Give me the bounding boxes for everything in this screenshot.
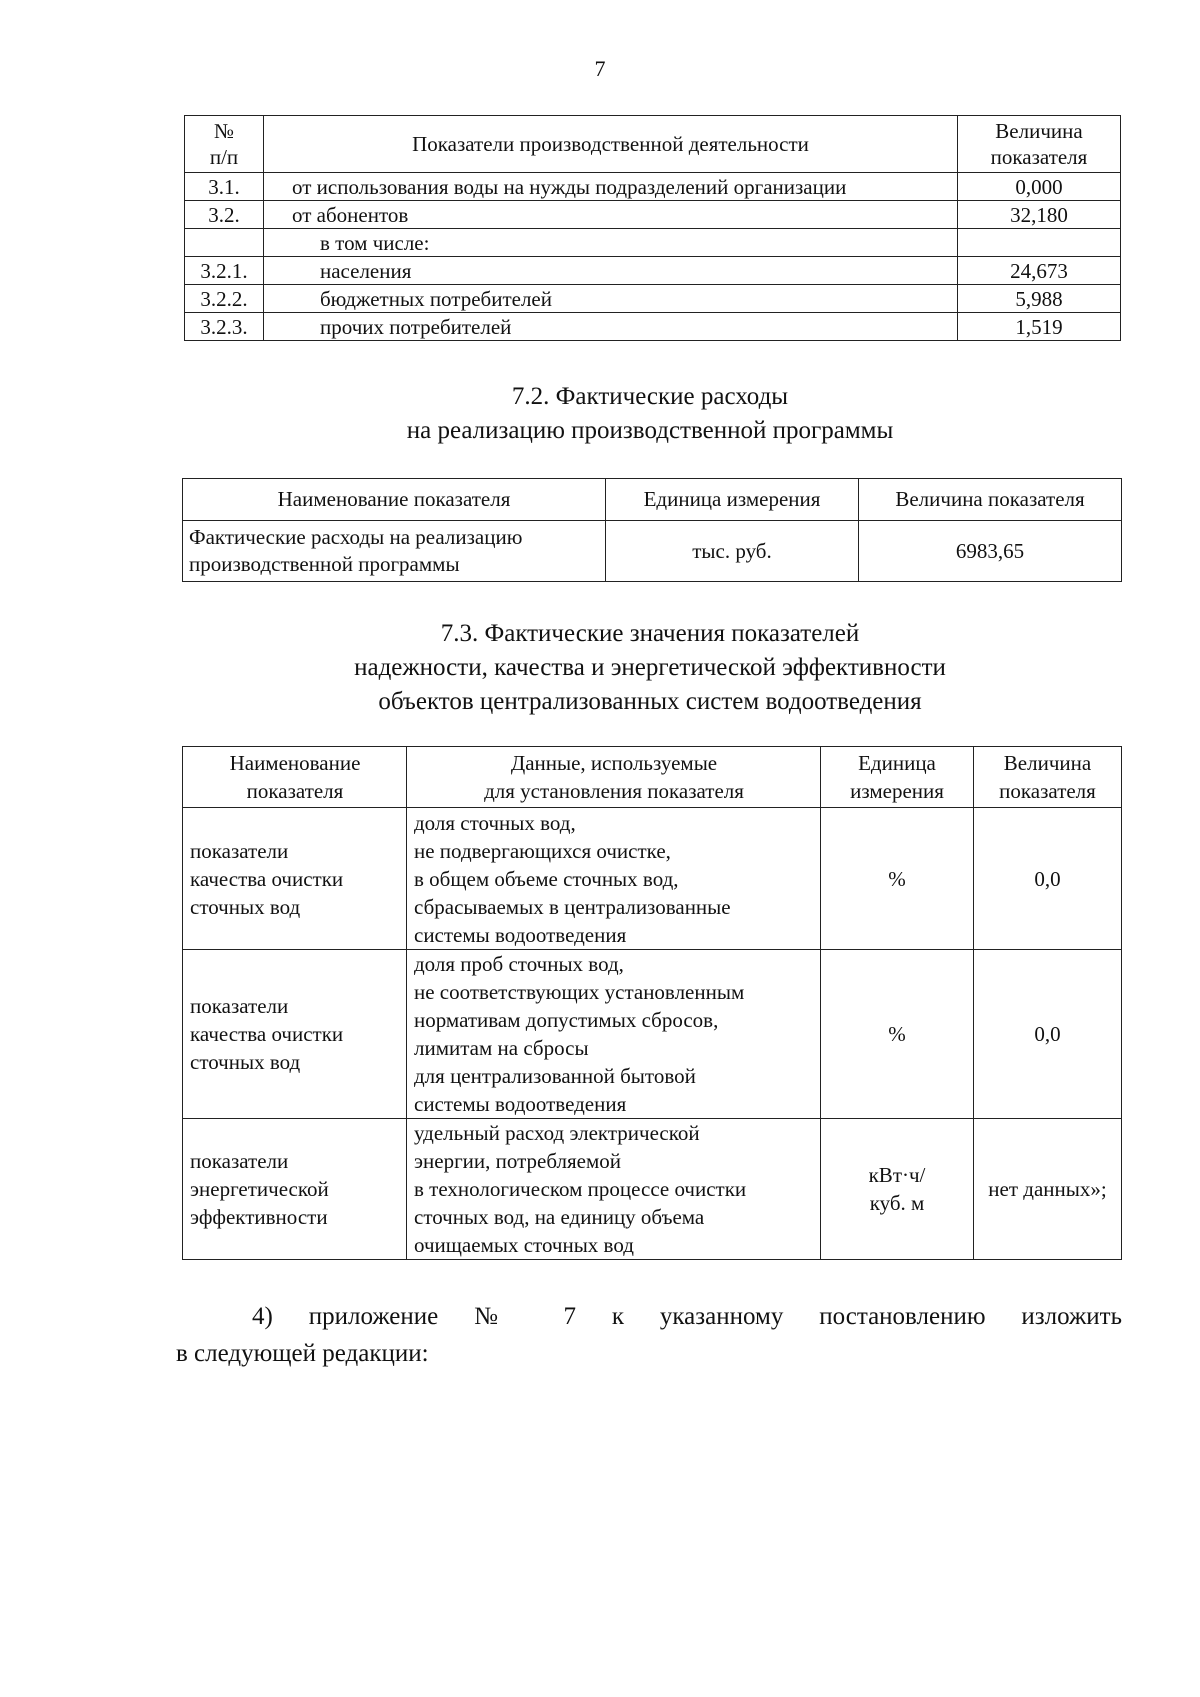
row-number <box>185 229 264 257</box>
row-value: 0,0 <box>974 950 1122 1119</box>
section-title-line: на реализацию производственной программы <box>406 417 894 444</box>
row-value: 0,000 <box>958 173 1121 201</box>
row-value: 0,0 <box>974 808 1122 950</box>
table-row <box>185 257 1121 285</box>
row-data: удельный расход электрической энергии, потребляемой в технологическом процессе очистки сточных вод, на единицу объема очищаемых сточных вод <box>407 1119 821 1260</box>
row-number: 3.2. <box>185 201 264 229</box>
amendment-paragraph <box>176 1298 1122 1372</box>
row-unit: % <box>821 808 974 950</box>
table-row <box>185 313 1121 341</box>
row-data: доля сточных вод, не подвергающихся очистке, в общем объеме сточных вод, сбрасываемых в централизованные системы водоотведения <box>407 808 821 950</box>
header-unit: Единица измерения <box>821 747 974 808</box>
section-title-line: 7.3. Фактические значения показателей <box>440 620 860 647</box>
row-indicator: населения <box>264 257 958 285</box>
section-7-2-heading <box>0 380 1200 448</box>
table-row <box>183 1119 1122 1260</box>
table-header-row <box>183 747 1122 808</box>
row-indicator-name: показатели качества очистки сточных вод <box>183 950 407 1119</box>
table-row <box>183 808 1122 950</box>
table-row <box>185 229 1121 257</box>
section-7-3-heading <box>0 617 1200 719</box>
header-number: № п/п <box>185 116 264 173</box>
table-row <box>185 173 1121 201</box>
row-indicator-name: показатели качества очистки сточных вод <box>183 808 407 950</box>
row-value <box>958 229 1121 257</box>
row-value: 6983,65 <box>859 521 1122 582</box>
table-row <box>183 521 1122 582</box>
table-row <box>185 285 1121 313</box>
table-row <box>185 201 1121 229</box>
row-indicator: прочих потребителей <box>264 313 958 341</box>
table-header-row <box>185 116 1121 173</box>
row-number: 3.2.3. <box>185 313 264 341</box>
header-value: Величина показателя <box>974 747 1122 808</box>
row-indicator-name: Фактические расходы на реализацию производственной программы <box>183 521 606 582</box>
section-title-line: 7.2. Фактические расходы <box>511 383 789 410</box>
production-indicators-table <box>184 115 1121 341</box>
section-title-line: надежности, качества и энергетической эффективности <box>354 654 946 681</box>
header-indicator-name: Наименование показателя <box>183 747 407 808</box>
table-row <box>183 950 1122 1119</box>
header-indicator: Показатели производственной деятельности <box>264 116 958 173</box>
table-header-row <box>183 479 1122 521</box>
row-number: 3.1. <box>185 173 264 201</box>
row-unit: кВт·ч/ куб. м <box>821 1119 974 1260</box>
row-indicator: в том числе: <box>264 229 958 257</box>
paragraph-line: 4) приложение № 7 к указанному постановлению изложить <box>252 1303 1122 1330</box>
row-value: нет данных»; <box>974 1119 1122 1260</box>
row-unit: тыс. руб. <box>606 521 859 582</box>
reliability-quality-efficiency-table <box>182 746 1122 1260</box>
header-data: Данные, используемые для установления показателя <box>407 747 821 808</box>
row-indicator-name: показатели энергетической эффективности <box>183 1119 407 1260</box>
page-number: 7 <box>594 56 606 81</box>
paragraph-line: в следующей редакции: <box>176 1340 429 1367</box>
row-value: 1,519 <box>958 313 1121 341</box>
row-value: 32,180 <box>958 201 1121 229</box>
header-value: Величина показателя <box>859 479 1122 521</box>
row-data: доля проб сточных вод, не соответствующих установленным нормативам допустимых сбросов, лимитам на сбросы для централизованной бытовой системы водоотведения <box>407 950 821 1119</box>
row-value: 5,988 <box>958 285 1121 313</box>
header-unit: Единица измерения <box>606 479 859 521</box>
row-indicator: от использования воды на нужды подразделений организации <box>264 173 958 201</box>
row-unit: % <box>821 950 974 1119</box>
section-title-line: объектов централизованных систем водоотведения <box>378 688 922 715</box>
row-number: 3.2.2. <box>185 285 264 313</box>
row-value: 24,673 <box>958 257 1121 285</box>
row-number: 3.2.1. <box>185 257 264 285</box>
actual-expenses-table <box>182 478 1122 582</box>
row-indicator: от абонентов <box>264 201 958 229</box>
header-value: Величина показателя <box>958 116 1121 173</box>
row-indicator: бюджетных потребителей <box>264 285 958 313</box>
header-indicator-name: Наименование показателя <box>183 479 606 521</box>
